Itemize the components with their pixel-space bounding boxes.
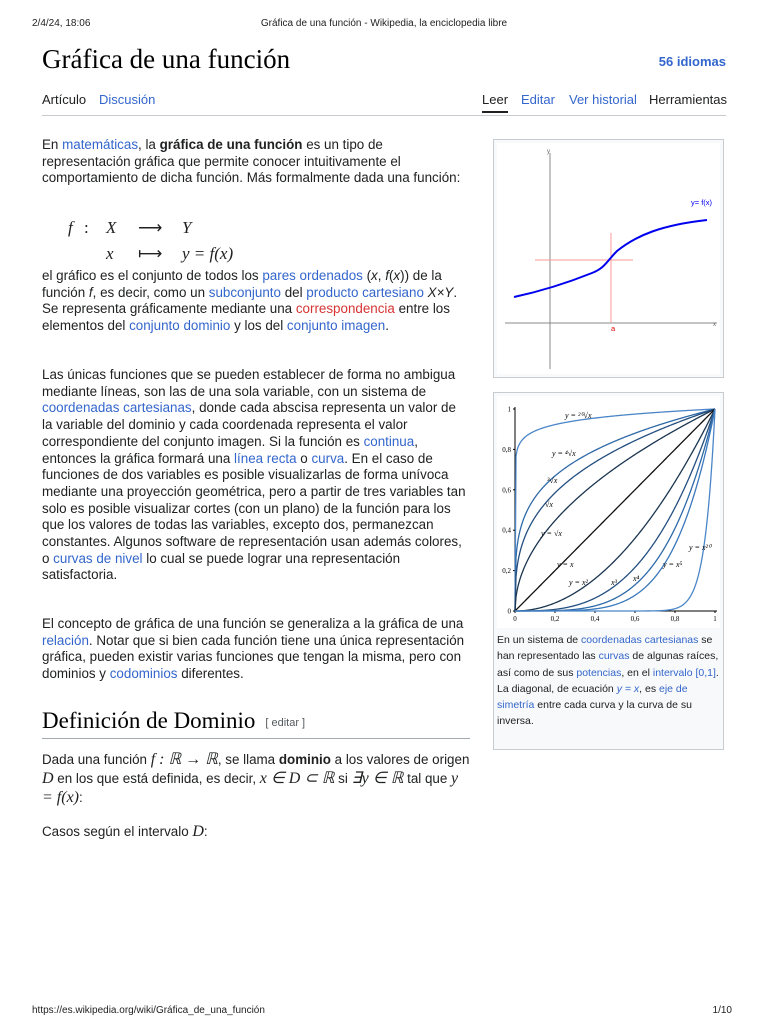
text: En un sistema de (497, 634, 582, 646)
y-tick-label: 0,6 (502, 486, 511, 495)
text: X×Y (427, 284, 454, 300)
label-pow4: x⁴ (633, 574, 640, 583)
text: , donde cada abscisa representa un valor de la variable del dominio y cada coordenada representa el valor correspondiente del conjunto imagen. Si la función es (42, 400, 456, 449)
math-yfx: y = f(x) (42, 770, 459, 806)
roots-powers-figure[interactable] (493, 392, 724, 750)
link-conjunto-dominio[interactable]: conjunto dominio (129, 318, 231, 334)
text: entre cada curva y la curva de su inversa. (497, 699, 692, 728)
curve-label: y= f(x) (691, 198, 713, 207)
text: Dada una función (42, 752, 151, 767)
y-tick-label: 0,8 (502, 445, 511, 454)
formula-X: X (106, 218, 117, 237)
function-graph-figure[interactable] (493, 139, 724, 378)
text: : (203, 824, 208, 839)
figure-caption (497, 632, 719, 730)
link-intervalo[interactable]: intervalo [0,1] (652, 666, 716, 679)
print-url: https://es.wikipedia.org/wiki/Gráfica_de_una_función (32, 1005, 265, 1016)
link-relacion[interactable]: relación (42, 632, 89, 648)
y-tick-label: 0,2 (502, 567, 511, 576)
link-subconjunto[interactable]: subconjunto (208, 284, 281, 300)
text: . Notar que si bien cada función tiene una única representación gráfica, pueden existir varias funciones que tengan la misma, pero con dominios y (42, 632, 465, 682)
label-sqrt: y = √x (541, 529, 562, 538)
x-axis-label: x (713, 322, 716, 328)
x-tick-label: 1 (713, 615, 717, 623)
point-a-label: a (611, 324, 616, 333)
link-codominios[interactable]: codominios (109, 666, 178, 682)
link-producto-cartesiano[interactable]: producto cartesiano (306, 284, 424, 300)
text: x (393, 268, 401, 283)
y-axis-label: y (547, 149, 550, 155)
page-title: Gráfica de una función (42, 44, 291, 74)
text: , es (639, 682, 659, 695)
label-pow5: y = x⁵ (663, 560, 683, 569)
text: es un tipo de representación gráfica que permite conocer intuitivamente el comportamiento de dicha función. Más formalmente dada una función: (42, 137, 461, 186)
section-edit-link[interactable]: [ editar ] (265, 716, 306, 729)
label-pow20: y = x²⁰ (689, 543, 712, 552)
text: En (42, 137, 63, 152)
formula-x: x (106, 244, 114, 263)
text: entre los elementos del (42, 301, 450, 334)
x-tick-label: 0,6 (630, 615, 640, 623)
link-curvas[interactable]: curvas (598, 650, 630, 663)
text: , es decir, como un (92, 284, 209, 300)
math-D: D (42, 770, 54, 787)
text: , la (138, 137, 160, 152)
languages-button[interactable] (659, 54, 726, 69)
text: se han representado las (497, 634, 713, 663)
text: diferentes. (177, 666, 244, 682)
math-function: f : ℝ → ℝ (150, 751, 218, 768)
variables-paragraph (42, 367, 470, 584)
text: ( (362, 268, 372, 283)
text: , en el (621, 666, 653, 679)
label-square: y = x² (569, 578, 588, 587)
text: . La diagonal, de ecuación (497, 666, 719, 695)
text: El concepto de gráfica de una función se generaliza a la gráfica de una (42, 616, 464, 631)
link-coordenadas-cartesianas[interactable]: coordenadas cartesianas (42, 400, 192, 416)
x-tick-label: 0,2 (550, 615, 560, 623)
function-formula (68, 215, 233, 267)
x-tick-label: 0,8 (670, 615, 680, 623)
link-y-igual-x[interactable]: y = x (616, 682, 640, 695)
link-correspondencia[interactable]: correspondencia (295, 301, 395, 317)
math-D: D (192, 823, 204, 840)
link-curva[interactable]: curva (311, 450, 345, 466)
function-graph-svg (497, 143, 720, 374)
text: , (377, 268, 386, 283)
formula-yfx: y = f(x) (182, 244, 234, 263)
tab-article[interactable]: Artículo (42, 92, 87, 107)
text: , se llama (217, 752, 279, 767)
formula-arrow: ⟶ (138, 218, 163, 237)
text: Casos según el intervalo (42, 824, 193, 839)
math-membership: x ∈ D ⊂ ℝ (259, 770, 335, 787)
print-date: 2/4/24, 18:06 (32, 18, 91, 29)
intro-paragraph (42, 137, 470, 187)
math-exists: ∃y ∈ ℝ (351, 770, 404, 787)
tab-edit[interactable]: Editar (521, 92, 555, 107)
bold-term: dominio (278, 752, 331, 767)
link-conjunto-imagen[interactable]: conjunto imagen (286, 318, 386, 334)
formula-Y: Y (182, 218, 192, 237)
formula-f: f (68, 218, 73, 237)
text: . (385, 318, 389, 334)
link-eje-de-simetria[interactable]: eje de simetría (497, 682, 688, 712)
x-tick-label: 0,4 (590, 615, 600, 623)
print-page-title: Gráfica de una función - Wikipedia, la enciclopedia libre (260, 18, 508, 29)
domain-paragraph (42, 750, 470, 807)
text: de algunas raíces, así como de sus (497, 650, 719, 679)
text: ( (388, 268, 394, 283)
link-potencias[interactable]: potencias (576, 666, 622, 679)
text: . Se representa gráficamente mediante una (42, 284, 458, 317)
label-root2: √x (545, 500, 553, 509)
label-cube: x³ (611, 578, 617, 587)
section-title: Definición de Dominio (42, 708, 256, 733)
link-matematicas[interactable]: matemáticas (62, 137, 139, 152)
text: o (296, 450, 312, 466)
text: : (79, 790, 83, 805)
text: )) de la función (42, 268, 442, 300)
label-root4: y = ⁴√x (552, 449, 576, 458)
text: . En el caso de funciones de dos variables es posible visualizarlas de forma unívoca mediante una proyección geométrica, pero a partir de tres variables tan solo es posible visualizar cortes (con un plano) de la función para los que los valores de todas las variables, excepto dos, permanezcan constantes. Algunos software de representación usan además colores, o (42, 450, 466, 566)
link-curvas-de-nivel[interactable]: curvas de nivel (53, 550, 143, 566)
graph-definition-paragraph (42, 268, 470, 335)
text: f (385, 268, 389, 283)
roots-powers-svg (497, 396, 720, 628)
text: y los del (230, 318, 287, 334)
text: Las únicas funciones que se pueden establecer de forma no ambigua mediante líneas, son las de una sola variable, con un sistema de (42, 367, 456, 399)
tab-read[interactable]: Leer (482, 92, 508, 113)
text: si (334, 771, 352, 786)
text: en los que está definida, es decir, (53, 771, 260, 786)
y-tick-label: 1 (507, 405, 511, 414)
cases-paragraph (42, 824, 470, 841)
y-tick-label: 0 (507, 607, 511, 616)
text: lo cual se puede lograr una representación satisfactoria. (42, 550, 401, 583)
text: tal que (403, 771, 452, 786)
link-linea-recta[interactable]: línea recta (234, 450, 297, 466)
text: x (371, 268, 378, 283)
link-coordenadas-cartesianas[interactable]: coordenadas cartesianas (581, 634, 699, 646)
page-tabs (42, 90, 726, 116)
label-identity: y = x (557, 560, 574, 569)
text: , entonces la gráfica formará una (42, 433, 418, 466)
label-root3: ³√x (547, 476, 558, 485)
formula-mapsto: ⟼ (138, 244, 163, 263)
formula-colon: : (84, 218, 89, 237)
tab-history[interactable]: Ver historial (569, 92, 637, 107)
bold-term: gráfica de una función (159, 137, 303, 152)
link-pares-ordenados[interactable]: pares ordenados (262, 268, 363, 283)
section-heading-dominio (42, 708, 470, 739)
text: del (280, 284, 307, 300)
text: f (88, 284, 93, 300)
relation-paragraph (42, 616, 470, 683)
tab-discussion[interactable]: Discusión (99, 92, 156, 107)
print-page-number: 1/10 (712, 1005, 732, 1016)
text: el gráfico es el conjunto de todos los (42, 268, 263, 283)
tab-tools[interactable]: Herramientas (649, 92, 728, 107)
label-root20: y = ²⁰√x (565, 411, 592, 420)
languages-label: 56 idiomas (658, 54, 726, 69)
x-tick-label: 0 (513, 615, 517, 623)
y-tick-label: 0,4 (502, 526, 511, 535)
link-continua[interactable]: continua (363, 433, 415, 449)
text: a los valores de origen (330, 752, 470, 767)
